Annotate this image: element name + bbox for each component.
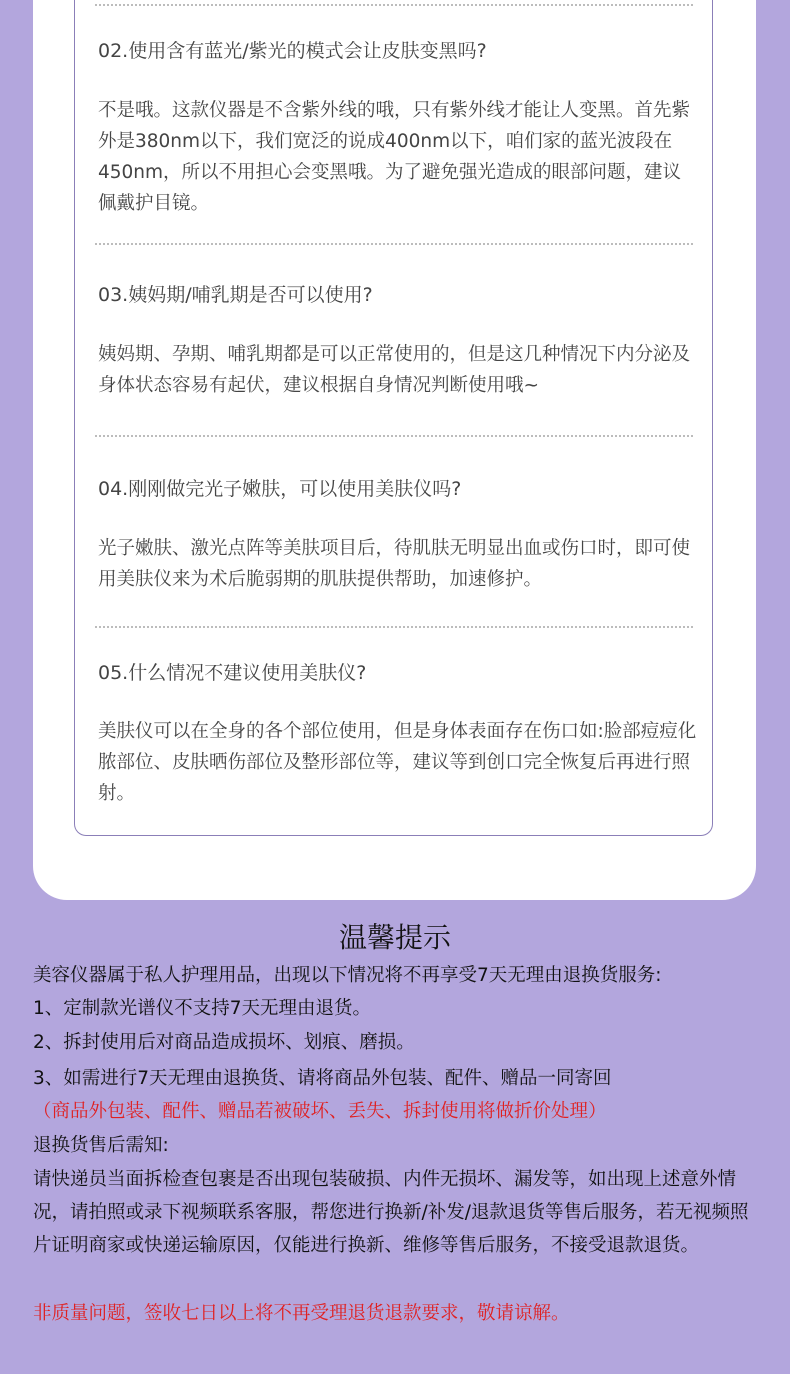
faq-answer-04: 光子嫩肤、激光点阵等美肤项目后，待肌肤无明显出血或伤口时，即可使用美肤仪来为术后脆弱期的肌肤提供帮助，加速修护。 (98, 538, 691, 590)
faq-divider (95, 626, 693, 628)
tips-intro: 美容仪器属于私人护理用品，出现以下情况将不再享受7天无理由退换货服务: (33, 965, 662, 986)
after-sale-body: 请快递员当面拆检查包裹是否出现包装破损、内件无损坏、漏发等，如出现上述意外情况，请拍照或录下视频联系客服，帮您进行换新/补发/退款退货等售后服务，若无视频照片证明商家或快递运输原因，仅能进行换新、维修等售后服务，不接受退款退货。 (33, 1169, 749, 1256)
tips-item-1: 1、定制款光谱仪不支持7天无理由退货。 (33, 998, 372, 1019)
tips-item-3-note: （商品外包装、配件、赠品若被破坏、丢失、拆封使用将做折价处理） (33, 1101, 607, 1122)
faq-divider (95, 435, 693, 437)
tips-item-3: 3、如需进行7天无理由退换货、请将商品外包装、配件、赠品一同寄回 (33, 1068, 612, 1089)
after-sale-title: 退换货售后需知: (33, 1135, 169, 1156)
faq-question-02: 02.使用含有蓝光/紫光的模式会让皮肤变黑吗? (98, 40, 487, 62)
faq-divider (95, 243, 693, 245)
faq-answer-05: 美肤仪可以在全身的各个部位使用，但是身体表面存在伤口如:脸部痘痘化脓部位、皮肤晒伤部位及整形部位等，建议等到创口完全恢复后再进行照射。 (98, 721, 697, 804)
faq-answer-02: 不是哦。这款仪器是不含紫外线的哦，只有紫外线才能让人变黑。首先紫外是380nm以下，我们宽泛的说成400nm以下，咱们家的蓝光波段在450nm，所以不用担心会变黑哦。为了避免强光造成的眼部问题，建议佩戴护目镜。 (98, 100, 691, 214)
warning-note: 非质量问题，签收七日以上将不再受理退货退款要求，敬请谅解。 (33, 1303, 570, 1324)
faq-answer-03: 姨妈期、孕期、哺乳期都是可以正常使用的，但是这几种情况下内分泌及身体状态容易有起伏，建议根据自身情况判断使用哦~ (98, 344, 691, 396)
faq-question-03: 03.姨妈期/哺乳期是否可以使用? (98, 284, 373, 306)
faq-divider (95, 4, 693, 6)
tips-item-2: 2、拆封使用后对商品造成损坏、划痕、磨损。 (33, 1032, 415, 1053)
faq-question-05: 05.什么情况不建议使用美肤仪? (98, 662, 367, 684)
tips-title: 温馨提示 (338, 921, 451, 954)
faq-question-04: 04.刚刚做完光子嫩肤，可以使用美肤仪吗? (98, 478, 462, 500)
